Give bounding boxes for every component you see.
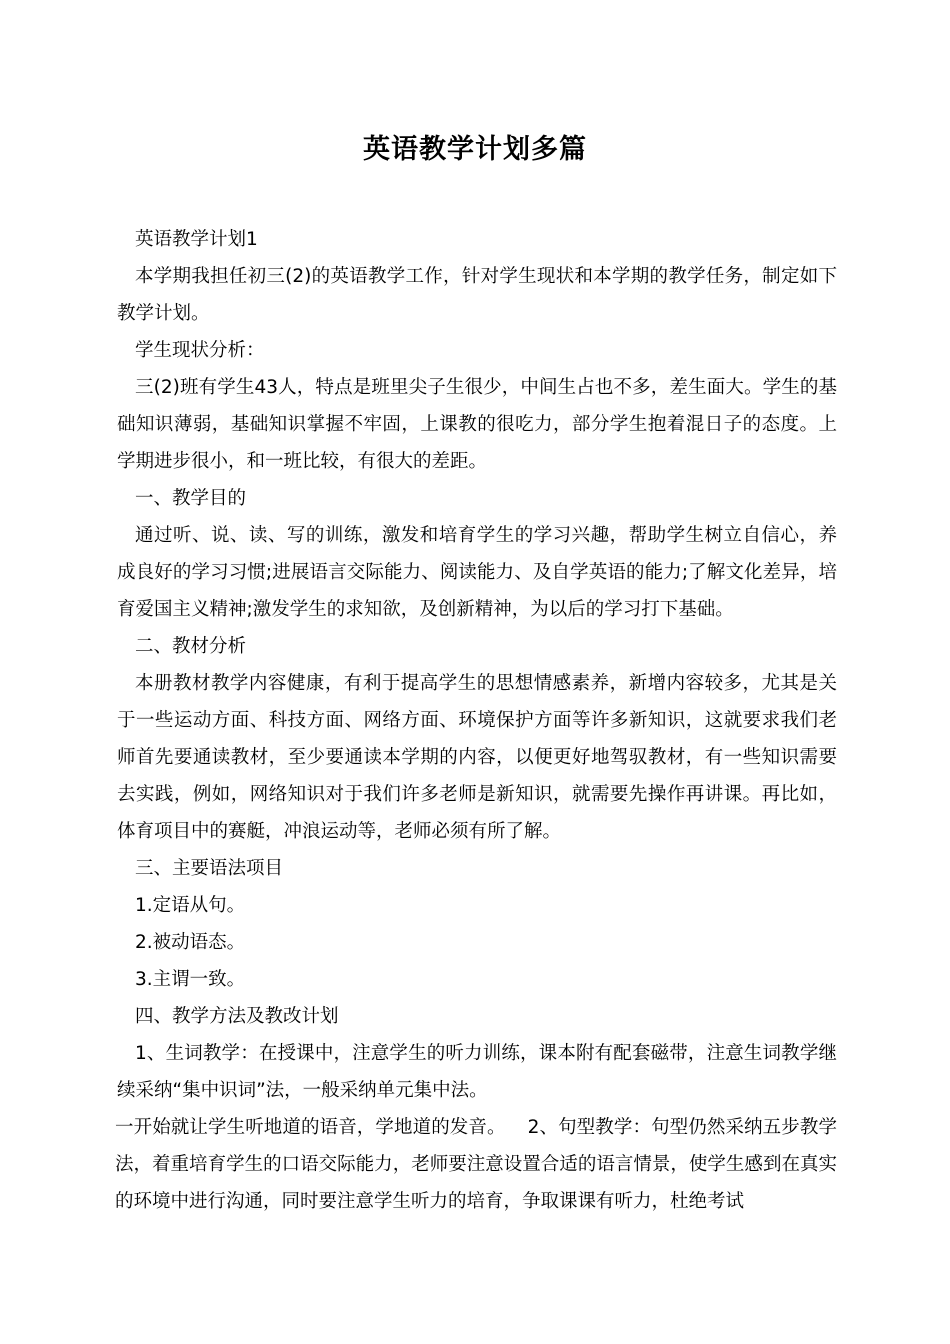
student-analysis-heading: 学生现状分析： <box>135 340 265 361</box>
sentence-teaching-paragraph <box>115 1109 837 1220</box>
section-heading-plan-1: 英语教学计划1 <box>135 229 258 250</box>
textbook-analysis-heading: 二、教材分析 <box>135 636 247 657</box>
grammar-item-1: 1.定语从句。 <box>135 895 246 916</box>
grammar-item-2: 2.被动语态。 <box>135 932 246 953</box>
vocabulary-teaching-paragraph: 1、生词教学：在授课中，注意学生的听力训练，课本附有配套磁带，注意生词教学继续采纳“集中识词”法，一般采纳单元集中法。 <box>117 1043 837 1101</box>
document-title: 英语教学计划多篇 <box>363 134 587 165</box>
grammar-item-3: 3.主谓一致。 <box>135 969 246 990</box>
pronunciation-sentence: 一开始就让学生听地道的语音，学地道的发音。 <box>115 1117 506 1138</box>
teaching-purpose-heading: 一、教学目的 <box>135 488 247 509</box>
document-body <box>117 221 837 1220</box>
teaching-method-heading: 四、教学方法及教改计划 <box>135 1006 339 1027</box>
student-analysis-paragraph: 三(2)班有学生43人，特点是班里尖子生很少，中间生占也不多，差生面大。学生的基础知识薄弱，基础知识掌握不牢固，上课教的很吃力，部分学生抱着混日子的态度。上学期进步很小，和一班比较，有很大的差距。 <box>117 377 837 472</box>
grammar-items-heading: 三、主要语法项目 <box>135 858 284 879</box>
teaching-purpose-paragraph: 通过听、说、读、写的训练，激发和培育学生的学习兴趣，帮助学生树立自信心，养成良好的学习习惯;进展语言交际能力、阅读能力、及自学英语的能力;了解文化差异，培育爱国主义精神;激发学生的求知欲，及创新精神，为以后的学习打下基础。 <box>117 525 837 620</box>
intro-paragraph: 本学期我担任初三(2)的英语教学工作，针对学生现状和本学期的教学任务，制定如下教学计划。 <box>117 266 837 324</box>
sentence-teaching-text: 2、句型教学：句型仍然采纳五步教学法，着重培育学生的口语交际能力，老师要注意设置合适的语言情景，使学生感到在真实的环境中进行沟通，同时要注意学生听力的培育，争取课课有听力，杜绝考试 <box>115 1117 837 1212</box>
textbook-analysis-paragraph: 本册教材教学内容健康，有利于提高学生的思想情感素养，新增内容较多，尤其是关于一些运动方面、科技方面、网络方面、环境保护方面等许多新知识，这就要求我们老师首先要通读教材，至少要通读本学期的内容，以便更好地驾驭教材，有一些知识需要去实践，例如，网络知识对于我们许多老师是新知识，就需要先操作再讲课。再比如，体育项目中的赛艇，冲浪运动等，老师必须有所了解。 <box>117 673 837 842</box>
